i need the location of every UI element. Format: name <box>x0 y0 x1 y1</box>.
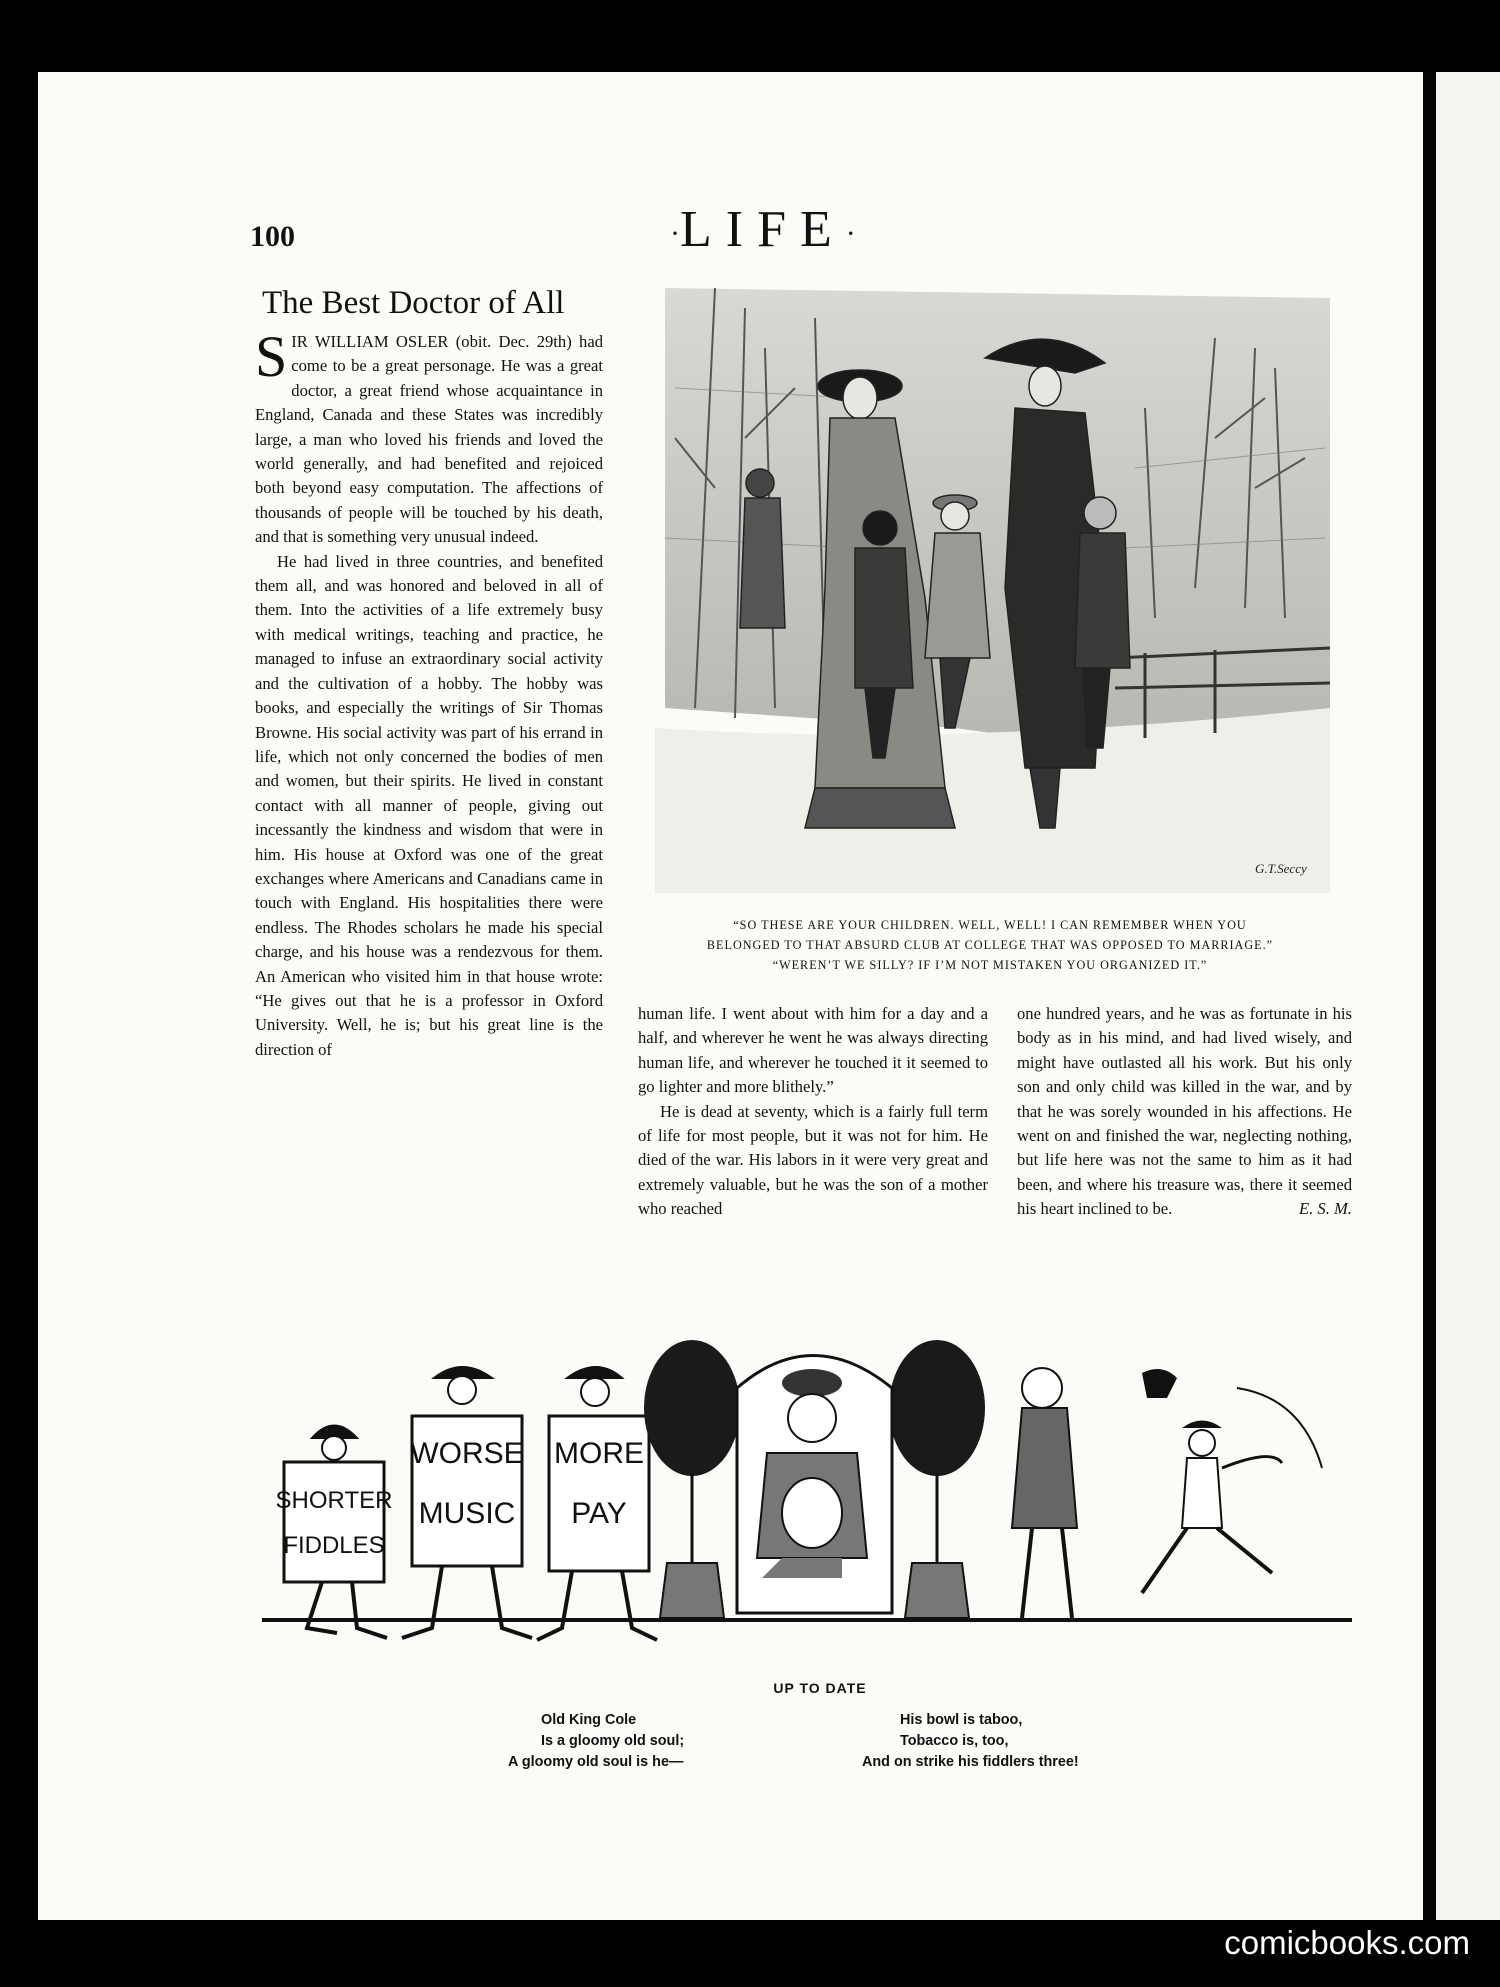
article-headline: The Best Doctor of All <box>262 285 565 321</box>
article-column-3 <box>1017 1002 1352 1222</box>
masthead: ·LIFE· <box>670 201 856 258</box>
page-gutter <box>1423 72 1436 1920</box>
illustration-park-scene <box>655 288 1330 893</box>
sign-text: MORE <box>554 1437 644 1470</box>
article-paragraph: SIR WILLIAM OSLER (obit. Dec. 29th) had come to be a great personage. He was a great doctor, a great friend whose acquaintance in England, Canada and these States was incredibly large, a man who loved his friends and loved the world generally, and had benefited and rejoiced both beyond easy computation. The affections of thousands of people will be touched by his death, and that is something very unusual indeed. <box>255 324 603 547</box>
sign-text: WORSE <box>410 1437 524 1470</box>
drop-cap: S <box>255 324 288 389</box>
king-cole-throne <box>737 1356 892 1614</box>
sign-text: SHORTER <box>275 1487 393 1514</box>
poem-left-stanza: Old King Cole Is a gloomy old soul; A gloomy old soul is he— <box>508 1712 685 1770</box>
article-paragraph: He is dead at seventy, which is a fairly full term of life for most people, but it was not for him. He died of the war. His labors in it were very great and extremely valuable, but he was the son of a mother who reached <box>638 1101 988 1219</box>
adjacent-page-edge <box>1436 72 1500 1920</box>
cartoon-title: UP TO DATE <box>773 1680 867 1696</box>
article-paragraph: one hundred years, and he was as fortunate in his body as in his mind, and had lived wisely, and might have outlasted all his work. But his only son and only child was killed in the war, and by that he was sorely wounded in his affections. He went on and finished the war, neglecting nothing, but life here was not the same to him as it had been, and where his treasure was, there it seemed his heart inclined to be. E. S. M. <box>1017 1002 1352 1222</box>
masthead-title: LIFE <box>680 201 846 258</box>
sign-text: FIDDLES <box>283 1532 385 1559</box>
author-signature: E. S. M. <box>1299 1199 1352 1219</box>
article-column-2 <box>638 1002 988 1222</box>
protest-sign <box>284 1462 384 1582</box>
site-watermark: comicbooks.com <box>1224 1924 1470 1961</box>
page-number: 100 <box>250 220 295 253</box>
article-column-1 <box>255 324 603 1062</box>
article-paragraph: human life. I went about with him for a day and a half, and wherever he went he was always directing human life, and wherever he touched it it seemed to go lighter and more blithely.” <box>638 1004 988 1097</box>
sign-text: MUSIC <box>418 1497 516 1530</box>
poem-right-stanza: His bowl is taboo, Tobacco is, too, And on strike his fiddlers three! <box>862 1712 1079 1770</box>
artist-signature: G.T.Seccy <box>1255 861 1307 876</box>
article-paragraph: He had lived in three countries, and benefited them all, and was honored and beloved in all of them. Into the activities of a life extremely busy with medical writings, teaching and practice, he managed to infuse an extraordinary social activity and the cultivation of a hobby. The hobby was books, and especially the writings of Sir Thomas Browne. His social activity was part of his errand in life, which not only concerned the bodies of men and women, but their spirits. He lived in constant contact with all manner of people, giving out incessantly the kindness and wisdom that were in him. His house at Oxford was one of the great exchanges where Americans and Canadians came in touch with England. His hospitalities there were endless. The Rhodes scholars he made his special charge, and his house was a rendezvous for them. An American who visited him in that house wrote: “He gives out that he is a professor in Oxford University. Well, he is; but his great line is the direction of <box>255 551 603 1059</box>
illustration-caption: “SO THESE ARE YOUR CHILDREN. WELL, WELL! I CAN REMEMBER WHEN YOU BELONGED TO THAT ABSURD CLUB AT COLLEGE THAT WAS OPPOSED TO MARRIAGE.” “WEREN’T WE SILLY? IF I’M NOT MISTAKEN YOU ORGANIZED IT.” <box>706 918 1274 972</box>
sign-text: PAY <box>571 1497 627 1530</box>
dancing-fiddler <box>1142 1388 1322 1593</box>
cartoon-king-cole <box>262 1328 1352 1706</box>
